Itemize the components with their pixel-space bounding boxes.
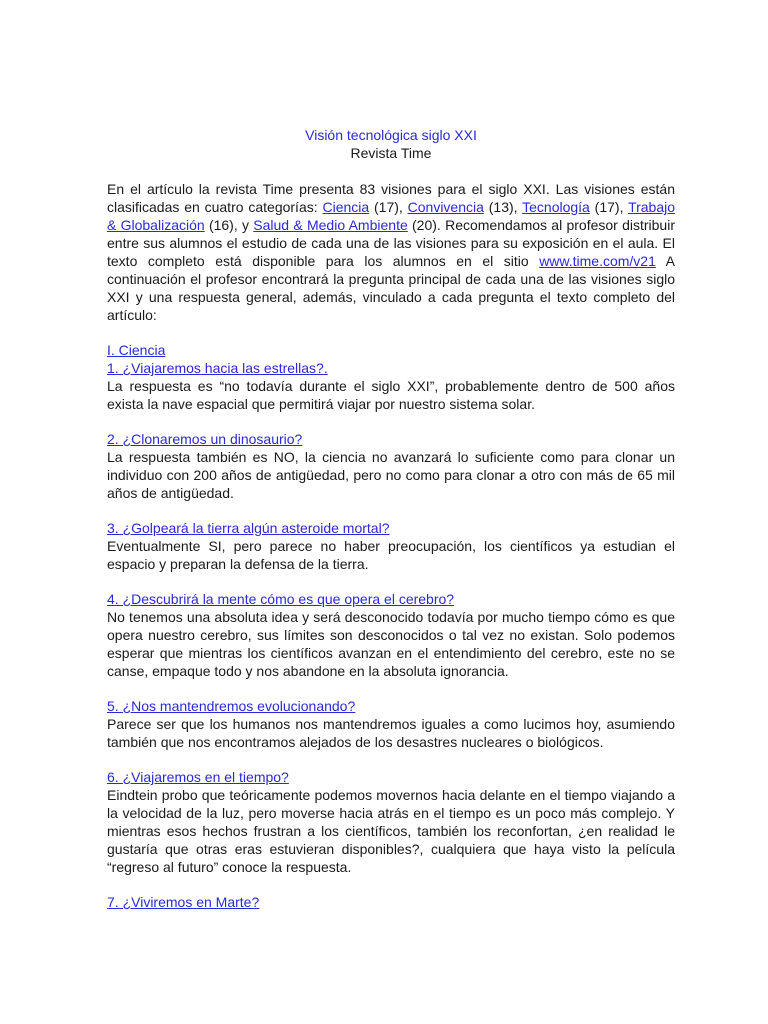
answer-6: Eindtein probo que teóricamente podemos movernos hacia delante en el tiempo viajando a la velocidad de la luz, pero moverse hacia atrás en el tiempo es un poco más complejo. Y mientras esos hechos frustran a los científicos, también los reconfortan, ¿en realidad le gustaría que otras eras estuvieran disponibles?, cualquiera que haya visto la película “regreso al futuro” conoce la respuesta. [107, 787, 675, 875]
answer-3: Eventualmente SI, pero parece no haber preocupación, los científicos ya estudian el espacio y preparan la defensa de la tierra. [107, 538, 675, 572]
question-link-2[interactable]: 2. ¿Clonaremos un dinosaurio? [107, 431, 303, 447]
question-link-3[interactable]: 3. ¿Golpeará la tierra algún asteroide mortal? [107, 520, 390, 536]
document-title: Visión tecnológica siglo XXI [305, 127, 477, 143]
link-time-website[interactable]: www.time.com/v21 [539, 253, 656, 269]
intro-text-6: (20). Recomendamos al profesor distribuir entre sus alumnos el estudio de cada una de las visiones para su exposición en el aula. El texto completo está disponible para los alumnos en el sitio [107, 217, 675, 269]
answer-2: La respuesta también es NO, la ciencia no avanzará lo suficiente como para clonar un individuo con 200 años de antigüedad, pero no como para clonar a otro con más de 65 mil años de antigüedad. [107, 449, 675, 501]
section-heading-ciencia[interactable]: I. Ciencia [107, 342, 166, 358]
intro-text-5: (16), y [204, 217, 254, 233]
intro-text-4: (17), [589, 199, 629, 215]
question-link-4[interactable]: 4. ¿Descubrirá la mente cómo es que opera el cerebro? [107, 591, 455, 607]
link-salud-medio-ambiente[interactable]: Salud & Medio Ambiente [253, 217, 408, 233]
intro-text-1: En el artículo la revista Time presenta 83 visiones para el siglo XXI. Las visiones están clasificadas en cuatro categorías: [107, 181, 675, 215]
link-trabajo-globalizacion[interactable]: Trabajo & Globalización [107, 199, 676, 233]
intro-text-2: (17), [369, 199, 408, 215]
document-page [107, 126, 675, 911]
intro-text-3: (13), [483, 199, 523, 215]
answer-5: Parece ser que los humanos nos mantendremos iguales a como lucimos hoy, asumiendo también que nos encontramos alejados de los desastres nucleares o biológicos. [107, 716, 675, 750]
question-link-1[interactable]: 1. ¿Viajaremos hacia las estrellas?. [107, 360, 328, 376]
question-link-7[interactable]: 7. ¿Viviremos en Marte? [107, 894, 260, 910]
answer-1: La respuesta es “no todavía durante el siglo XXI”, probablemente dentro de 500 años exista la nave espacial que permitirá viajar por nuestro sistema solar. [107, 378, 675, 412]
link-convivencia[interactable]: Convivencia [407, 199, 484, 215]
question-link-5[interactable]: 5. ¿Nos mantendremos evolucionando? [107, 698, 356, 714]
document-subtitle: Revista Time [350, 145, 432, 161]
intro-paragraph [107, 180, 675, 324]
link-ciencia[interactable]: Ciencia [322, 199, 370, 215]
link-tecnologia[interactable]: Tecnología [522, 199, 590, 215]
question-link-6[interactable]: 6. ¿Viajaremos en el tiempo? [107, 769, 289, 785]
intro-text-7: A continuación el profesor encontrará la pregunta principal de cada una de las visiones siglo XXI y una respuesta general, además, vinculado a cada pregunta el texto completo del artículo: [107, 253, 675, 323]
answer-4: No tenemos una absoluta idea y será desconocido todavía por mucho tiempo cómo es que opera nuestro cerebro, sus límites son desconocidos o tal vez no existan. Solo podemos esperar que mientras los científicos avanzan en el entendimiento del cerebro, este no se canse, empaque todo y nos abandone en la absoluta ignorancia. [107, 609, 675, 679]
